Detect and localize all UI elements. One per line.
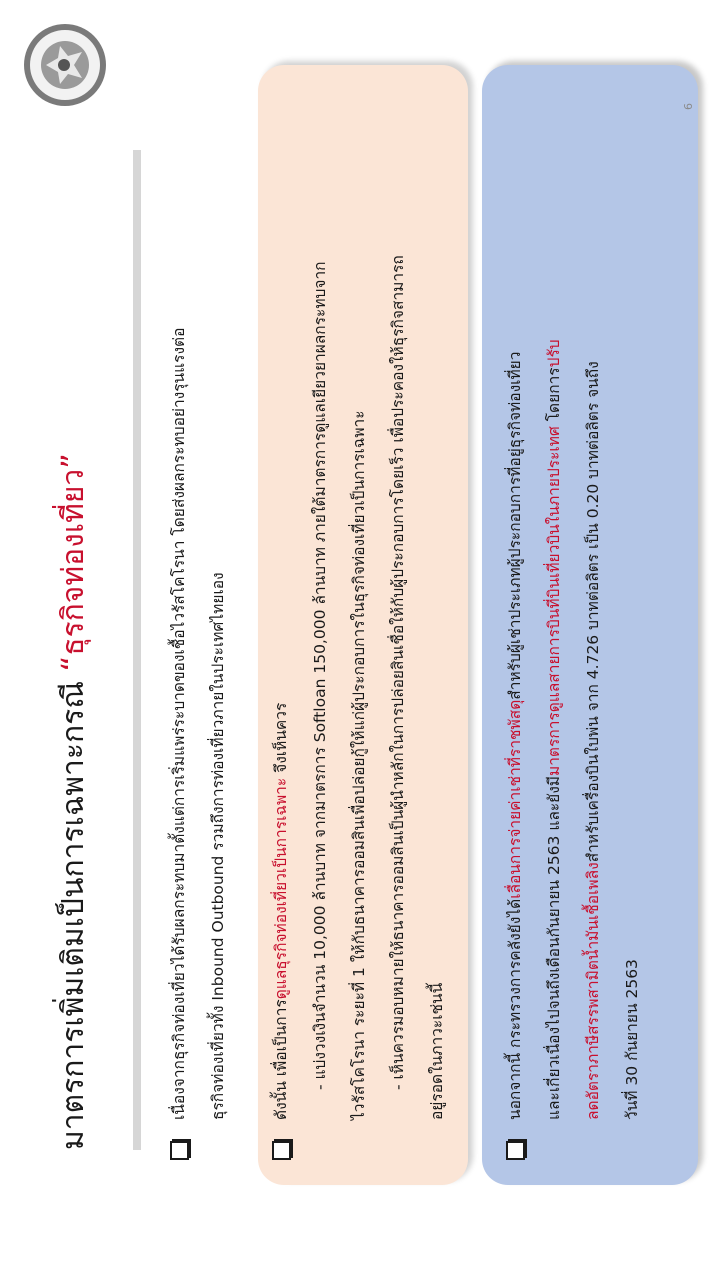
bullet-text-line: ธุรกิจท่องเที่ยวทั้ง Inbound Outbound รวมถึงการท่องเที่ยวภายในประเทศไทยเอง xyxy=(209,572,227,1120)
bullet-item-background xyxy=(160,150,238,1160)
text-segment: สำหรับผู้เช่าประเภทผู้ประกอบการที่อยู่ธุรกิจท่องเที่ยว xyxy=(506,351,524,700)
highlight-rent-deferral: เลื่อนการจ่ายค่าเช่าที่ราชพัสดุ xyxy=(506,699,524,899)
text-segment: สำหรับเครื่องบินใบพ่น จาก 4.726 บาทต่อลิตร เป็น 0.20 บาทต่อลิตร จนถึง xyxy=(584,361,602,863)
additional-line-1 xyxy=(496,150,535,1120)
checkbox-bullet-icon xyxy=(170,1141,189,1160)
sub-point-softloan: - แบ่งวงเงินจำนวน 10,000 ล้านบาท จากมาตรการ Softloan 150,000 ล้านบาท ภายใต้มาตรการดูแลเยียวยาผลกระทบจาก xyxy=(311,261,329,1090)
page-title-highlight: “ธุรกิจท่องเที่ยว” xyxy=(56,453,91,672)
bullet-item-additional xyxy=(496,150,652,1160)
lead-text: ดังนั้น เพื่อเป็นการ xyxy=(272,999,290,1120)
sub-point-gsb: - เห็นควรมอบหมายให้ธนาคารออมสินเป็นผู้นำหลักในการปล่อยสินเชื่อให้กับผู้ประกอบการโดยเร็ว เพื่อประคองให้ธุรกิจสามารถ xyxy=(389,255,407,1090)
page-title-prefix: มาตรการเพิ่มเติมเป็นการเฉพาะกรณี xyxy=(56,680,91,1150)
checkbox-bullet-icon xyxy=(272,1141,291,1160)
sub-point-softloan-cont: ไวรัสโคโรนา ระยะที่ 1 ให้กับธนาคารออมสินเพื่อปล่อยกู้ให้แก่ผู้ประกอบการในธุรกิจท่องเที่ยวเป็นการเฉพาะ xyxy=(350,410,368,1120)
text-segment: โดยการ xyxy=(545,367,563,427)
bullet-item-measures xyxy=(262,150,457,1160)
lead-highlight-text: ดูแลธุรกิจท่องเที่ยวเป็นการเฉพาะ xyxy=(272,777,290,1000)
page-number: 6 xyxy=(682,103,695,110)
additional-line-2 xyxy=(535,150,574,1120)
title-underline-bar xyxy=(133,150,141,1150)
checkbox-bullet-icon xyxy=(506,1141,525,1160)
bullet-text-line: เนื่องจากธุรกิจท่องเที่ยวได้รับผลกระทบมาตั้งแต่การเริ่มแพร่ระบาดของเชื้อไวรัสโคโรนา โดยส่งผลกระทบอย่างรุนแรงต่อ xyxy=(170,327,188,1120)
highlight-excise-tax: ลดอัตราภาษีสรรพสามิตน้ำมันเชื้อเพลิง xyxy=(584,862,602,1120)
additional-line-3 xyxy=(574,150,613,1120)
highlight-adjust: ปรับ xyxy=(545,339,563,368)
lead-text-end: จึงเห็นควร xyxy=(272,702,290,778)
bullet-lead-line xyxy=(262,150,301,1120)
page-title xyxy=(50,453,97,1150)
highlight-airline-measure: มาตรการดูแลสายการบินที่บินเที่ยวบินในภายประเทศ xyxy=(545,426,563,776)
ministry-of-finance-emblem-icon xyxy=(22,22,108,108)
text-segment: นอกจากนี้ กระทรวงการคลังยังได้ xyxy=(506,898,524,1120)
sub-point-gsb-cont: อยู่รอดในภาวะเช่นนี้ xyxy=(428,982,446,1120)
text-segment: และเกี่ยวเนื่องไปจนถึงเดือนกันยายน 2563 และยังมี xyxy=(545,775,563,1120)
additional-line-4: วันที่ 30 กันยายน 2563 xyxy=(623,959,641,1120)
